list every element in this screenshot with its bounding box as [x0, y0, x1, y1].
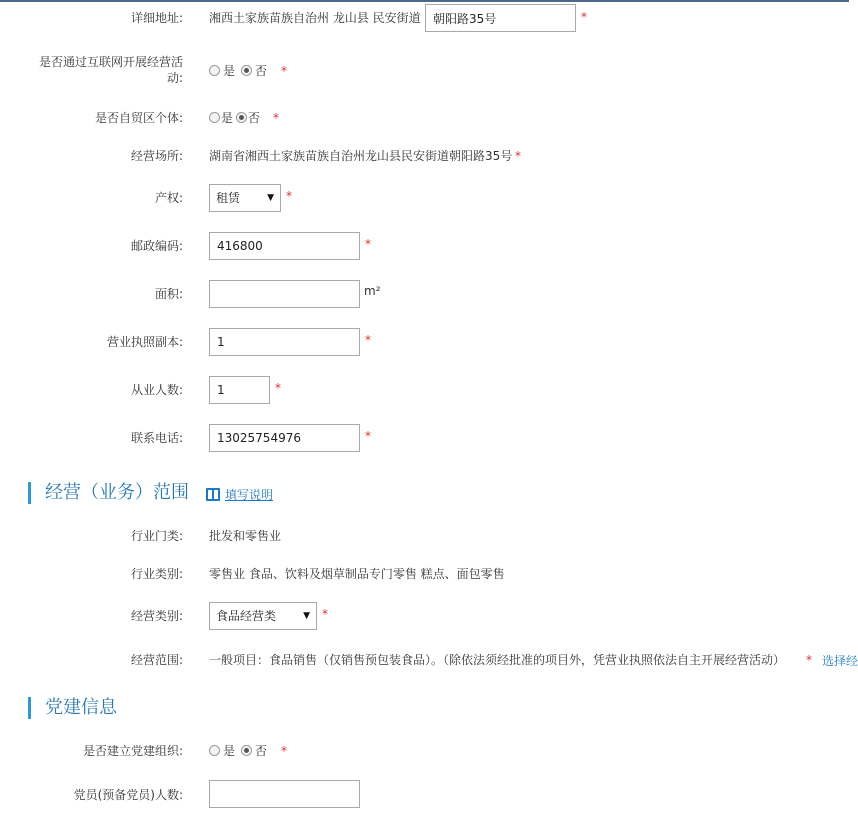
phone-label: 联系电话:: [130, 431, 183, 445]
party-org-yes-radio[interactable]: [209, 745, 220, 756]
party-org-label: 是否建立党建组织:: [82, 744, 183, 758]
radio-label-yes: 是: [223, 64, 236, 78]
area-input[interactable]: [209, 280, 360, 308]
party-members-label: 党员(预备党员)人数:: [73, 788, 183, 802]
internet-business-no-radio[interactable]: [241, 65, 252, 76]
required-mark: *: [365, 429, 371, 443]
internet-business-label: [20, 54, 183, 86]
ftz-label: 是否自贸区个体:: [94, 111, 183, 125]
business-type-selected-value: 食品经营类: [216, 609, 277, 623]
property-selected-value: 租赁: [216, 191, 241, 205]
required-mark: *: [515, 149, 521, 163]
fill-instructions-link[interactable]: [206, 487, 273, 503]
scope-value: 一般项目：食品销售（仅销售预包装食品）。（除依法须经批准的项目外，凭营业执照依法自主开展经营活动）: [209, 653, 786, 667]
industry-label: 行业门类:: [130, 529, 183, 543]
book-icon: [206, 488, 220, 501]
phone-input[interactable]: [209, 424, 360, 452]
required-mark: *: [275, 381, 281, 395]
required-mark: *: [273, 111, 279, 125]
required-mark: *: [581, 10, 587, 24]
radio-label-yes: 是: [221, 111, 234, 125]
property-label: 产权:: [154, 191, 183, 205]
street-address-input[interactable]: [425, 4, 576, 32]
premises-value: 湖南省湘西土家族苗族自治州龙山县民安街道朝阳路35号: [209, 149, 513, 163]
postcode-input[interactable]: [209, 232, 360, 260]
scope-section-title: 经营（业务）范围: [28, 482, 189, 504]
required-mark: *: [365, 237, 371, 251]
area-label: 面积:: [154, 287, 183, 301]
required-mark: *: [281, 64, 287, 78]
category-value: 零售业 食品、饮料及烟草制品专门零售 糕点、面包零售: [209, 567, 505, 581]
internet-business-label-line2: 动:: [166, 71, 183, 85]
property-select[interactable]: [209, 184, 281, 212]
employees-label: 从业人数:: [130, 383, 183, 397]
address-region: 湘西土家族苗族自治州 龙山县 民安街道: [209, 11, 421, 25]
dropdown-arrow-icon: ▼: [303, 611, 310, 621]
radio-label-yes: 是: [223, 744, 236, 758]
scope-label: 经营范围:: [130, 653, 183, 667]
required-mark: *: [806, 653, 812, 667]
area-unit: m²: [364, 284, 381, 298]
internet-business-yes-radio[interactable]: [209, 65, 220, 76]
party-section-title: 党建信息: [28, 697, 117, 719]
select-scope-link[interactable]: 选择经: [822, 654, 858, 668]
fill-instructions-label: 填写说明: [225, 488, 274, 502]
party-members-input[interactable]: [209, 780, 360, 808]
license-copies-label: 营业执照副本:: [106, 335, 183, 349]
required-mark: *: [365, 333, 371, 347]
required-mark: *: [322, 607, 328, 621]
internet-business-label-line1: 是否通过互联网开展经营活: [38, 55, 183, 69]
license-copies-input[interactable]: [209, 328, 360, 356]
ftz-no-radio[interactable]: [236, 112, 247, 123]
employees-input[interactable]: [209, 376, 270, 404]
industry-value: 批发和零售业: [209, 529, 282, 543]
business-type-label: 经营类别:: [130, 609, 183, 623]
required-mark: *: [281, 744, 287, 758]
ftz-radio-group: [209, 110, 260, 126]
category-label: 行业类别:: [130, 567, 183, 581]
ftz-yes-radio[interactable]: [209, 112, 220, 123]
required-mark: *: [286, 189, 292, 203]
party-org-no-radio[interactable]: [241, 745, 252, 756]
business-type-select[interactable]: [209, 602, 317, 630]
internet-business-radio-group: [209, 63, 273, 79]
premises-label: 经营场所:: [130, 149, 183, 163]
party-org-radio-group: [209, 743, 273, 759]
radio-label-no: 否: [248, 111, 261, 125]
radio-label-no: 否: [255, 744, 268, 758]
top-border: [0, 0, 849, 2]
radio-label-no: 否: [255, 64, 268, 78]
address-label: 详细地址:: [130, 11, 183, 25]
postcode-label: 邮政编码:: [130, 239, 183, 253]
dropdown-arrow-icon: ▼: [267, 193, 274, 203]
